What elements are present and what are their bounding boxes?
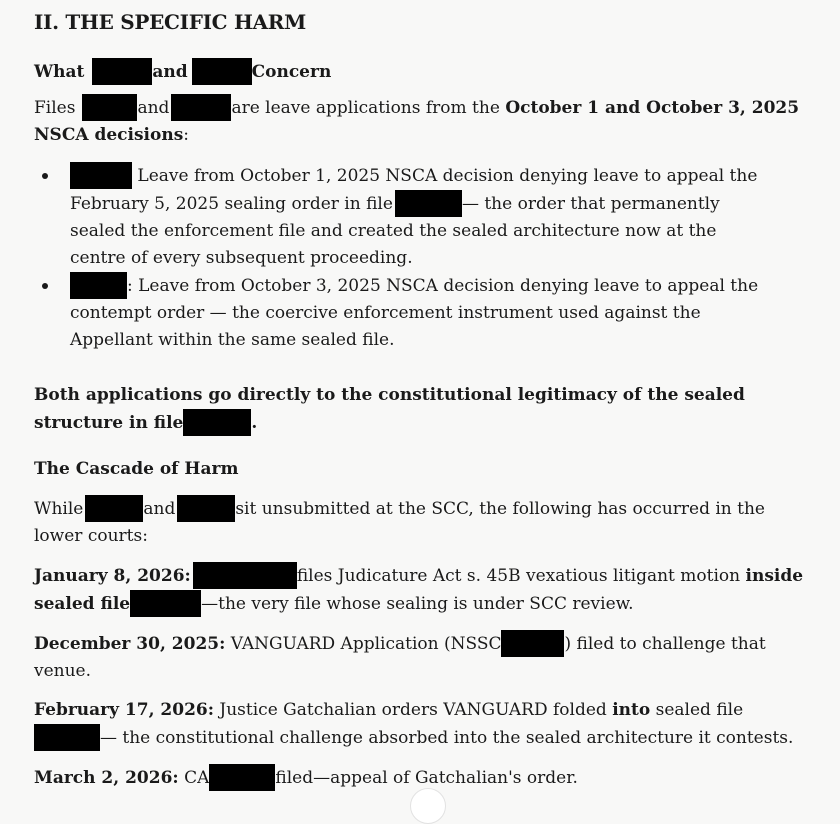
redaction bbox=[70, 272, 127, 299]
redaction bbox=[130, 590, 201, 617]
files-intro-paragraph: Files and are leave applications from the October 1 and October 3, 2025 NSCA decisions: bbox=[34, 94, 804, 149]
redaction bbox=[171, 94, 231, 121]
list-item: : Leave from October 3, 2025 NSCA decision denying leave to appeal the contempt order — the coercive enforcement instrument used against the Appellant within the same sealed file. bbox=[34, 272, 774, 354]
while-paragraph: While and sit unsubmitted at the SCC, the following has occurred in the lower courts: bbox=[34, 495, 804, 550]
redaction bbox=[85, 495, 143, 522]
leave-applications-list bbox=[34, 162, 774, 354]
redaction bbox=[395, 190, 462, 217]
scroll-down-button[interactable] bbox=[410, 788, 446, 824]
redaction bbox=[501, 630, 564, 657]
cascade-heading: The Cascade of Harm bbox=[34, 459, 239, 479]
redaction bbox=[183, 409, 251, 436]
event-jan-8-2026: January 8, 2026: files Judicature Act s. 45B vexatious litigant motion inside sealed file —the very file whose sealing is under SCC review. bbox=[34, 562, 804, 618]
redaction bbox=[193, 562, 297, 589]
concern-heading: What and Concern bbox=[34, 58, 331, 85]
event-mar-2-2026: March 2, 2026: CA filed—appeal of Gatchalian's order. bbox=[34, 764, 804, 792]
redaction bbox=[70, 162, 132, 189]
section-title: II. THE SPECIFIC HARM bbox=[34, 10, 306, 34]
redaction bbox=[82, 94, 137, 121]
redaction bbox=[177, 495, 235, 522]
redaction bbox=[209, 764, 275, 791]
redaction bbox=[34, 724, 100, 751]
event-feb-17-2026: February 17, 2026: Justice Gatchalian orders VANGUARD folded into sealed file— the constitutional challenge absorbed into the sealed architecture it contests. bbox=[34, 697, 804, 752]
redaction bbox=[192, 58, 252, 85]
list-item: Leave from October 1, 2025 NSCA decision denying leave to appeal the February 5, 2025 sealing order in file — the order that permanently sealed the enforcement file and created the sealed architecture now at the centre of every subsequent proceeding. bbox=[34, 162, 774, 272]
redaction bbox=[92, 58, 152, 85]
both-applications-paragraph: Both applications go directly to the constitutional legitimacy of the sealed structure in file . bbox=[34, 382, 804, 437]
event-dec-30-2025: December 30, 2025: VANGUARD Application (NSSC ) filed to challenge that venue. bbox=[34, 630, 804, 685]
